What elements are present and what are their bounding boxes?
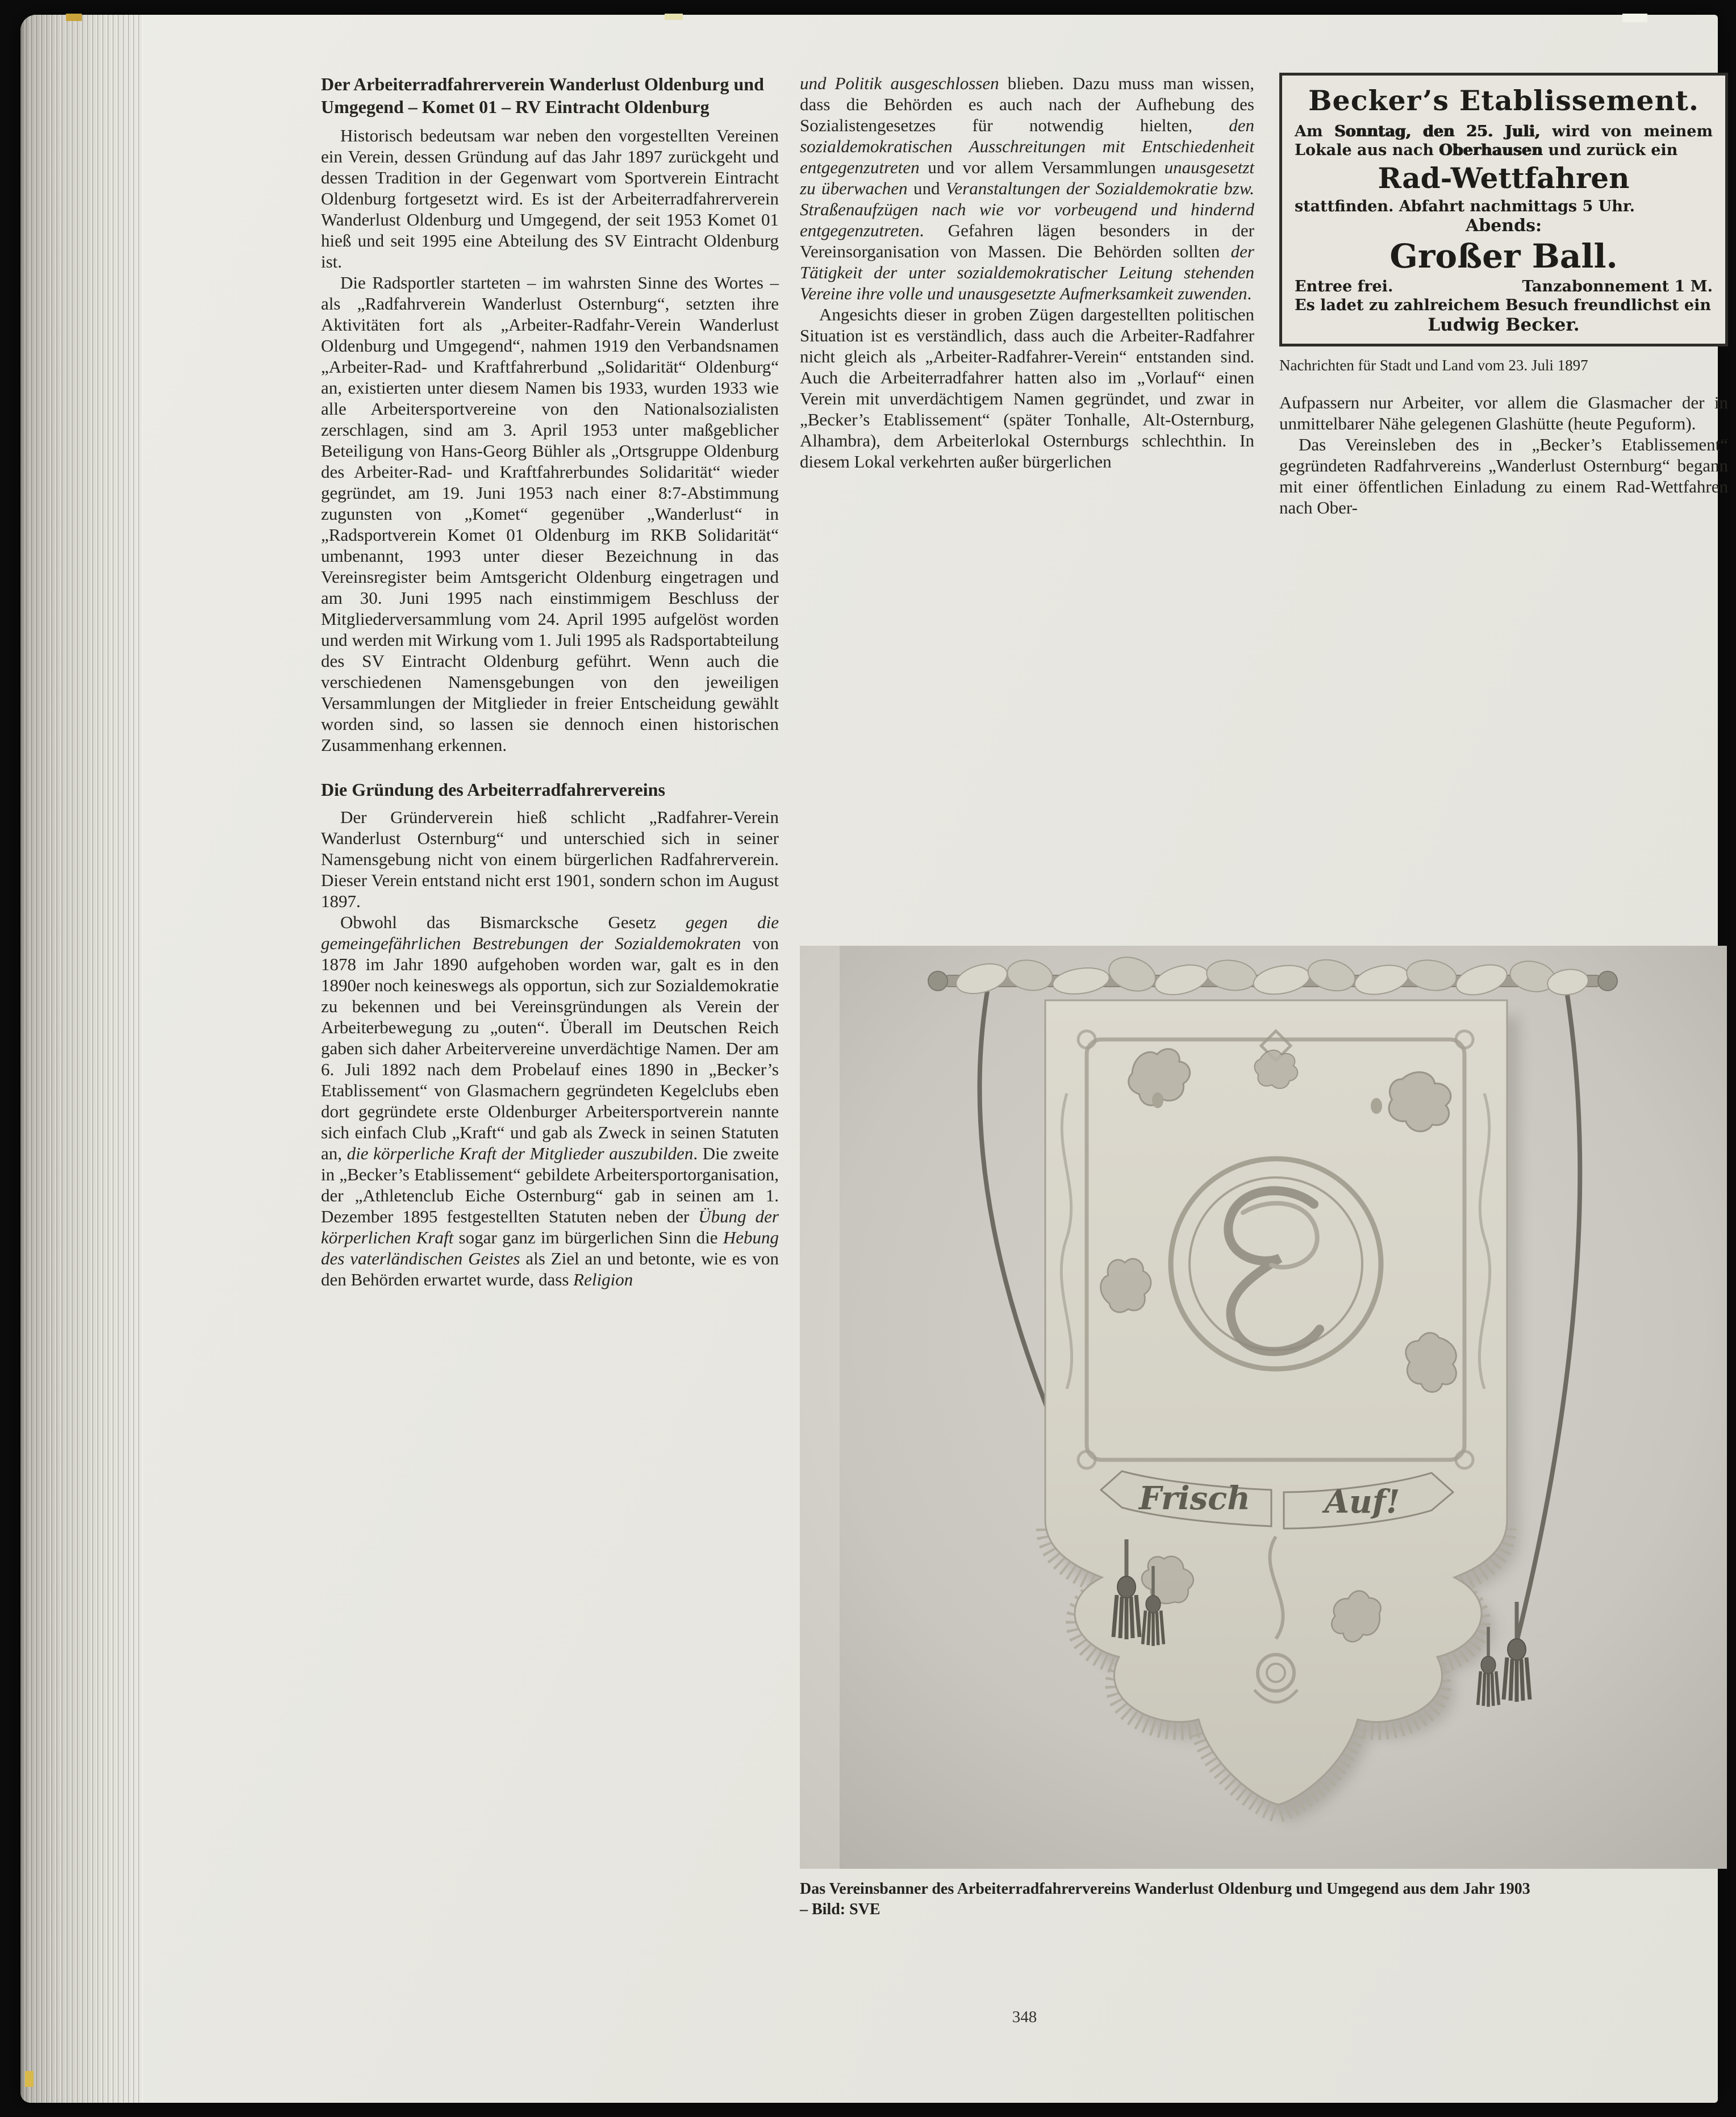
ad-ball-line: Großer Ball. [1389, 237, 1618, 275]
bookmark-tab [665, 14, 683, 20]
ad-intro: Am Sonntag, den 25. Juli, wird von meinem Lokale aus nach Oberhausen und zurück ein [1295, 123, 1713, 159]
page-number: 348 [1012, 2008, 1037, 2026]
banner-photo [800, 946, 1727, 1869]
ad-abends: Abends: [1465, 216, 1542, 236]
bookmark-tab [1622, 14, 1647, 22]
photo-caption [800, 1879, 1727, 1920]
middle-column [800, 73, 1254, 472]
paragraph: Obwohl das Bismarcksche Gesetz gegen die gemeingefährlichen Bestrebungen der Sozialdemokraten von 1878 im Jahr 1890 aufgehoben worden war, galt es in den 1890er noch keineswegs als opportun, sich zur Sozialdemokratie zu bekennen und bei Vereinsgründungen als Verein der Arbeiterbewegung zu „outen“. Überall im Deutschen Reich gaben sich daher Arbeitervereine unverdächtige Namen. Der am 6. Juli 1892 nach dem Probelauf eines 1890 in „Becker’s Etablissement“ von Glasmachern gegründeten Kegelclubs eben dort gegründete erste Oldenburger Arbeitersportverein nannte sich einfach Club „Kraft“ und gab als Zweck in seinen Statuten an, die körperliche Kraft der Mitglieder auszubilden. Die zweite in „Becker’s Etablissement“ gebildete Arbeitersportorganisation, der „Athletenclub Eiche Osternburg“ gab in seinen am 1. Dezember 1895 festgestellten Statuten neben der Übung der körperlichen Kraft sogar ganz im bürgerlichen Sinn die Hebung des vaterländischen Geistes als Ziel an und betonte, wie es von den Behörden erwartet wurde, dass Religion [321, 912, 779, 1289]
ad-caption: Nachrichten für Stadt und Land vom 23. Juli 1897 [1279, 357, 1588, 374]
ad-details: stattfinden. Abfahrt nachmittags 5 Uhr. [1295, 198, 1635, 215]
newspaper-ad [1279, 73, 1728, 346]
banner-photo-figure [800, 946, 1727, 1920]
ad-entree-right: Tanzabonnement 1 M. [1522, 278, 1713, 295]
ad-entree-line [1295, 277, 1713, 296]
photo-caption-line2: – Bild: SVE [800, 1901, 880, 1918]
section-heading: Die Gründung des Arbeiterradfahrervereins [321, 779, 665, 800]
paragraph: Historisch bedeutsam war neben den vorgestellten Vereinen ein Verein, dessen Gründung auf das Jahr 1897 zurückgeht und dessen Tradition in der Gegenwart vom Sportverein Eintracht Oldenburg fortgesetzt wird. Es ist der Arbeiterradfahrerverein Wanderlust Oldenburg und Umgegend, der seit 1953 Komet 01 hieß und seit 1995 eine Abteilung des SV Eintracht Oldenburg ist. [321, 126, 779, 272]
ad-title: Becker’s Etablissement. [1308, 84, 1699, 117]
paragraph: Der Gründerverein hieß schlicht „Radfahrer-Verein Wanderlust Osternburg“ und unterschied sich in seiner Namensgebung nicht von einem bürgerlichen Radfahrerverein. Dieser Verein entstand nicht erst 1901, sondern schon im August 1897. [321, 807, 779, 911]
paragraph: Aufpassern nur Arbeiter, vor allem die Glasmacher der in unmittelbarer Nähe gelegenen Glashütte (heute Peguform). [1279, 392, 1728, 433]
bookmark-tab [25, 2071, 34, 2087]
page-edges [20, 15, 143, 2103]
bookmark-tab [66, 14, 82, 21]
ad-event-line: Rad-Wettfahren [1378, 161, 1630, 195]
paragraph: Das Vereinsleben des in „Becker’s Etablissement“ gegründeten Radfahrvereins „Wanderlust Osternburg“ begann mit einer öffentlichen Einladung zu einem Rad-Wettfahren nach Ober- [1279, 435, 1728, 517]
ad-signature: Ludwig Becker. [1428, 315, 1580, 335]
paragraph: Angesichts dieser in groben Zügen dargestellten politischen Situation ist es verständlich, dass auch die Arbeiter-Radfahrer nicht gleich als „Arbeiter-Radfahrer-Verein“ entstanden sind. Auch die Arbeiterradfahrer hatten also im „Vorlauf“ einen Verein mit unverdächtigem Namen gegründet, und zwar in „Becker’s Etablissement“ (später Tonhalle, Alt-Osternburg, Alhambra), dem Arbeiterlokal Osternburgs schlechthin. In diesem Lokal verkehrten außer bürgerlichen [800, 304, 1254, 471]
left-column [321, 73, 779, 1290]
paragraph: Die Radsportler starteten – im wahrsten Sinne des Wortes – als „Radfahrverein Wanderlust Osternburg“, setzten ihre Aktivitäten fort als „Arbeiter-Radfahr-Verein Wanderlust Oldenburg und Umgegend“, nahmen 1919 den Verbandsnamen „Arbeiter-Rad- und Kraftfahrerbund „Solidarität“ Oldenburg“ an, existierten unter diesem Namen bis 1933, wurden 1933 wie alle Arbeitersportvereine von den Nationalsozialisten zerschlagen, sind am 3. April 1953 unter maßgeblicher Beteiligung von Hans-Georg Bühler als „Ortsgruppe Oldenburg des Arbeiter-Rad- und Kraftfahrerbundes Solidarität“ wieder gegründet, am 19. Juni 1953 nach einer 8:7-Abstimmung zugunsten von „Komet“ gegenüber „Wanderlust“ in „Radsportverein Komet 01 Oldenburg im RKB Solidarität“ umbenannt, 1993 unter dieser Bezeichnung in das Vereinsregister beim Amtsgericht Oldenburg eingetragen und am 30. Juni 1995 nach einstimmigem Beschluss der Mitgliederversammlung vom 24. April 1995 aufgelöst worden und werden mit Wirkung vom 1. Juli 1995 als Radsportabteilung des SV Eintracht Oldenburg geführt. Wenn auch die verschiedenen Namensgebungen von den jeweiligen Versammlungen der Mitglieder in freier Entscheidung gewählt worden sind, so lassen sie dennoch einen historischen Zusammenhang erkennen. [321, 273, 779, 755]
article-heading: Der Arbeiterradfahrerverein Wanderlust Oldenburg und Umgegend – Komet 01 – RV Eintracht Oldenburg [321, 74, 764, 117]
ribbon-text-left: Frisch [1139, 1480, 1250, 1517]
ad-invite: Es ladet zu zahlreichem Besuch freundlichst ein [1295, 297, 1711, 314]
paragraph: und Politik ausgeschlossen blieben. Dazu muss man wissen, dass die Behörden es auch nach der Aufhebung des Sozialistengesetzes für notwendig hielten, den sozialdemokratischen Ausschreitungen mit Entschiedenheit entgegenzutreten und vor allem Versammlungen unausgesetzt zu überwachen und Veranstaltungen der Sozialdemokratie bzw. Straßenaufzügen nach wie vor vorbeugend und hindernd entgegenzutreten. Gefahren lägen besonders in der Vereinsorganisation von Massen. Die Behörden sollten der Tätigkeit der unter sozialdemokratischer Leitung stehenden Vereine ihre volle und unausgesetzte Aufmerksamkeit zuwenden. [800, 73, 1254, 303]
photo-caption-line1: Das Vereinsbanner des Arbeiterradfahrervereins Wanderlust Oldenburg und Umgegend aus dem Jahr 1903 [800, 1880, 1530, 1898]
ad-entree-left: Entree frei. [1295, 278, 1393, 295]
ribbon-text-right: Auf! [1324, 1483, 1400, 1521]
right-column [1279, 73, 1728, 518]
